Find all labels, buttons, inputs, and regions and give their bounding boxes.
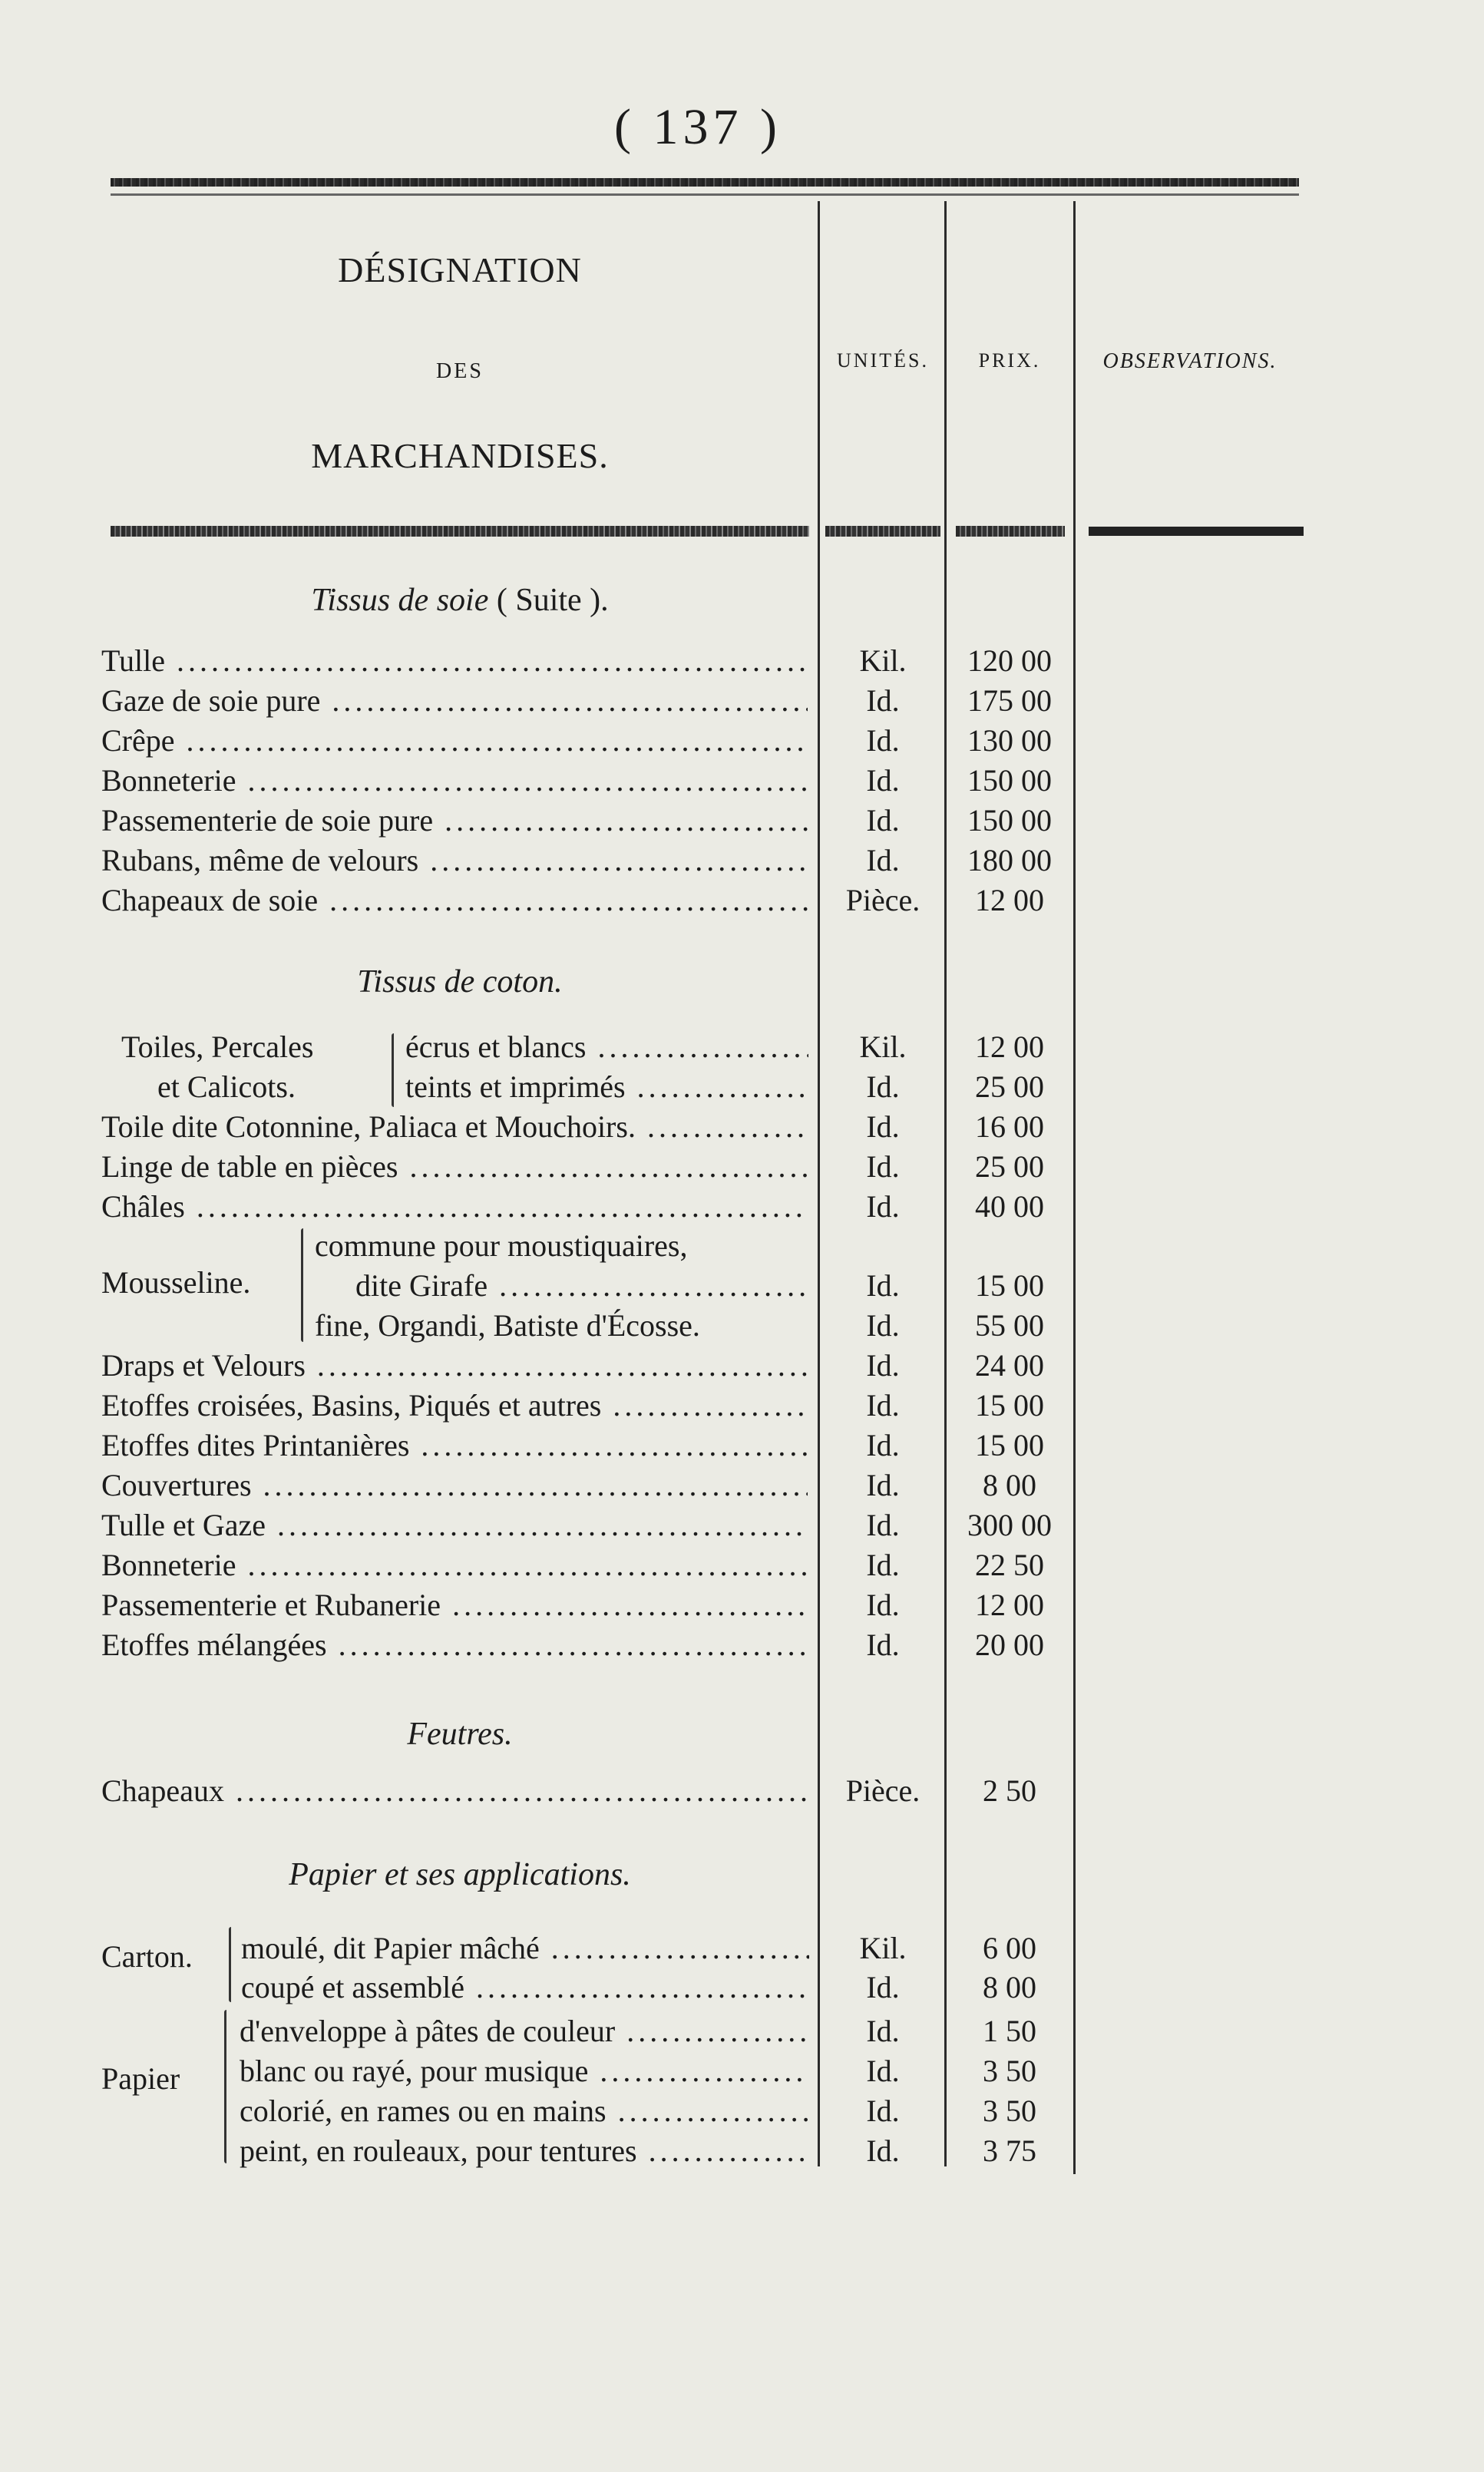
header-unites: UNITÉS. xyxy=(837,349,929,372)
mousseline-price-2: 15 00 xyxy=(975,1268,1044,1303)
coton-row-label: Draps et Velours ..... xyxy=(101,1346,808,1386)
header-marchandises: MARCHANDISES. xyxy=(311,436,609,475)
papier-row xyxy=(0,2131,1484,2171)
section-title-papier: Papier et ses applications. xyxy=(289,1857,631,1892)
toiles-label-1: Toiles, Percales xyxy=(121,1029,314,1064)
mousseline-item-3: fine, Organdi, Batiste d'Écosse. xyxy=(315,1308,700,1343)
toiles-item-1: écrus et blancs ..... xyxy=(405,1027,808,1067)
mousseline-label: Mousseline. xyxy=(101,1265,251,1300)
section-title-soie xyxy=(111,582,809,619)
coton-row xyxy=(0,1147,1484,1187)
coton-row-label: Etoffes dites Printanières ..... xyxy=(101,1426,808,1466)
section-title-feutres: Feutres. xyxy=(407,1717,513,1752)
soie-row-unit: Kil. xyxy=(859,643,907,678)
mousseline-row-3 xyxy=(0,1306,1484,1346)
papier-row-label: peint, en rouleaux, pour tentures ..... xyxy=(240,2131,809,2171)
soie-row xyxy=(0,721,1484,761)
soie-row-label: Gaze de soie pure ..... xyxy=(101,681,808,721)
coton-row-label: Etoffes croisées, Basins, Piqués et autres ..... xyxy=(101,1386,808,1426)
page-number: ( 137 ) xyxy=(614,99,782,155)
header-rule-observations xyxy=(1089,527,1304,536)
coton-row-price: 25 00 xyxy=(975,1149,1044,1184)
papier-row-label: colorié, en rames ou en mains ..... xyxy=(240,2091,809,2131)
toiles-price-1: 12 00 xyxy=(975,1029,1044,1064)
coton-row-label: Couvertures ..... xyxy=(101,1466,808,1505)
coton-row-price: 20 00 xyxy=(975,1628,1044,1662)
mousseline-unit-3: Id. xyxy=(866,1308,900,1343)
soie-row xyxy=(0,761,1484,801)
soie-row-unit: Id. xyxy=(866,803,900,838)
papier-row-unit: Id. xyxy=(866,2054,900,2088)
coton-row-label: Tulle et Gaze ..... xyxy=(101,1505,808,1545)
coton-row-price: 40 00 xyxy=(975,1189,1044,1224)
soie-row-label: Crêpe ..... xyxy=(101,721,808,761)
toiles-label-2: et Calicots. xyxy=(157,1069,296,1104)
soie-row-price: 120 00 xyxy=(967,643,1052,678)
coton-row-label: Toile dite Cotonnine, Paliaca et Mouchoirs. ..... xyxy=(101,1107,808,1147)
soie-row-price: 130 00 xyxy=(967,723,1052,758)
toiles-unit-1: Kil. xyxy=(859,1029,907,1064)
mousseline-unit-2: Id. xyxy=(866,1268,900,1303)
coton-row xyxy=(0,1625,1484,1665)
papier-row-price: 3 50 xyxy=(983,2094,1036,2128)
soie-row-label: Chapeaux de soie ..... xyxy=(101,881,808,920)
soie-row-label: Rubans, même de velours ..... xyxy=(101,841,808,881)
coton-row-price: 12 00 xyxy=(975,1588,1044,1622)
header-rule-designation xyxy=(111,526,809,537)
mousseline-item-1: commune pour moustiquaires, xyxy=(315,1228,688,1263)
coton-row xyxy=(0,1107,1484,1147)
coton-row-unit: Id. xyxy=(866,1588,900,1622)
coton-row-price: 8 00 xyxy=(983,1468,1036,1502)
top-thin-rule xyxy=(111,193,1299,196)
feutres-row-unit: Pièce. xyxy=(845,1773,920,1808)
soie-row-unit: Id. xyxy=(866,843,900,877)
coton-row-unit: Id. xyxy=(866,1388,900,1423)
toiles-item-2: teints et imprimés ..... xyxy=(405,1067,808,1107)
toiles-brace xyxy=(392,1033,394,1107)
papier-row-label: blanc ou rayé, pour musique ..... xyxy=(240,2051,809,2091)
carton-unit-1: Kil. xyxy=(859,1931,907,1965)
soie-row-unit: Id. xyxy=(866,683,900,718)
section-title-coton: Tissus de coton. xyxy=(357,964,563,1000)
papier-row-unit: Id. xyxy=(866,2014,900,2048)
papier-label: Papier xyxy=(101,2061,180,2096)
coton-row xyxy=(0,1386,1484,1426)
papier-row-label: d'enveloppe à pâtes de couleur ..... xyxy=(240,2011,809,2051)
header-designation: DÉSIGNATION xyxy=(338,250,582,289)
coton-row-unit: Id. xyxy=(866,1149,900,1184)
toiles-row-1 xyxy=(0,1027,1484,1067)
papier-row-unit: Id. xyxy=(866,2094,900,2128)
coton-row-unit: Id. xyxy=(866,1628,900,1662)
section-title-soie-suite: ( Suite ). xyxy=(496,583,609,618)
mousseline-row-2 xyxy=(0,1266,1484,1306)
carton-label: Carton. xyxy=(101,1939,193,1974)
coton-row-unit: Id. xyxy=(866,1468,900,1502)
mousseline-item-2: dite Girafe ..... xyxy=(355,1266,808,1306)
coton-row-unit: Id. xyxy=(866,1348,900,1383)
soie-row-label: Tulle ..... xyxy=(101,641,808,681)
soie-row xyxy=(0,841,1484,881)
soie-row-price: 150 00 xyxy=(967,803,1052,838)
coton-row xyxy=(0,1466,1484,1505)
soie-row-label: Bonneterie ..... xyxy=(101,761,808,801)
coton-row-price: 15 00 xyxy=(975,1388,1044,1423)
carton-price-2: 8 00 xyxy=(983,1970,1036,2004)
carton-row-2 xyxy=(0,1968,1484,2008)
mousseline-row-1 xyxy=(0,1226,1484,1266)
soie-row-price: 175 00 xyxy=(967,683,1052,718)
coton-row-price: 22 50 xyxy=(975,1548,1044,1582)
toiles-unit-2: Id. xyxy=(866,1069,900,1104)
section-title-soie-main: Tissus de soie xyxy=(311,583,489,618)
coton-row-price: 16 00 xyxy=(975,1109,1044,1144)
coton-row-price: 300 00 xyxy=(967,1508,1052,1542)
soie-row xyxy=(0,801,1484,841)
coton-row-price: 15 00 xyxy=(975,1428,1044,1462)
coton-row-unit: Id. xyxy=(866,1109,900,1144)
soie-row-unit: Id. xyxy=(866,763,900,798)
soie-row xyxy=(0,681,1484,721)
coton-row-label: Châles ..... xyxy=(101,1187,808,1227)
carton-unit-2: Id. xyxy=(866,1970,900,2004)
coton-row xyxy=(0,1426,1484,1466)
carton-price-1: 6 00 xyxy=(983,1931,1036,1965)
coton-row xyxy=(0,1545,1484,1585)
coton-row xyxy=(0,1346,1484,1386)
papier-row xyxy=(0,2051,1484,2091)
toiles-row-2 xyxy=(0,1067,1484,1107)
soie-row-label: Passementerie de soie pure ..... xyxy=(101,801,808,841)
toiles-price-2: 25 00 xyxy=(975,1069,1044,1104)
carton-item-2: coupé et assemblé ..... xyxy=(241,1968,809,2008)
carton-item-1: moulé, dit Papier mâché ..... xyxy=(241,1928,809,1968)
soie-row-unit: Id. xyxy=(866,723,900,758)
soie-row-price: 12 00 xyxy=(975,883,1044,917)
papier-row-unit: Id. xyxy=(866,2133,900,2168)
header-prix: PRIX. xyxy=(978,349,1041,372)
papier-row-price: 3 50 xyxy=(983,2054,1036,2088)
papier-row xyxy=(0,2011,1484,2051)
soie-row xyxy=(0,641,1484,681)
header-rule-unites xyxy=(825,526,940,537)
coton-row-unit: Id. xyxy=(866,1189,900,1224)
feutres-row-price: 2 50 xyxy=(983,1773,1036,1808)
coton-row xyxy=(0,1505,1484,1545)
feutres-row-label: Chapeaux ..... xyxy=(101,1771,808,1811)
header-rule-prix xyxy=(956,526,1065,537)
feutres-row xyxy=(0,1771,1484,1811)
papier-row xyxy=(0,2091,1484,2131)
papier-row-price: 3 75 xyxy=(983,2133,1036,2168)
soie-row-price: 150 00 xyxy=(967,763,1052,798)
header-observations: OBSERVATIONS. xyxy=(1102,349,1277,373)
coton-row-price: 24 00 xyxy=(975,1348,1044,1383)
coton-row-label: Passementerie et Rubanerie ..... xyxy=(101,1585,808,1625)
coton-row-unit: Id. xyxy=(866,1508,900,1542)
soie-row-price: 180 00 xyxy=(967,843,1052,877)
coton-row xyxy=(0,1187,1484,1227)
mousseline-price-3: 55 00 xyxy=(975,1308,1044,1343)
coton-row xyxy=(0,1585,1484,1625)
header-des: DES xyxy=(436,359,484,383)
papier-row-price: 1 50 xyxy=(983,2014,1036,2048)
carton-row-1 xyxy=(0,1928,1484,1968)
coton-row-label: Bonneterie ..... xyxy=(101,1545,808,1585)
soie-row xyxy=(0,881,1484,920)
soie-row-unit: Pièce. xyxy=(845,883,920,917)
top-double-rule xyxy=(111,178,1299,187)
coton-row-unit: Id. xyxy=(866,1428,900,1462)
coton-row-label: Linge de table en pièces ..... xyxy=(101,1147,808,1187)
coton-row-unit: Id. xyxy=(866,1548,900,1582)
coton-row-label: Etoffes mélangées ..... xyxy=(101,1625,808,1665)
